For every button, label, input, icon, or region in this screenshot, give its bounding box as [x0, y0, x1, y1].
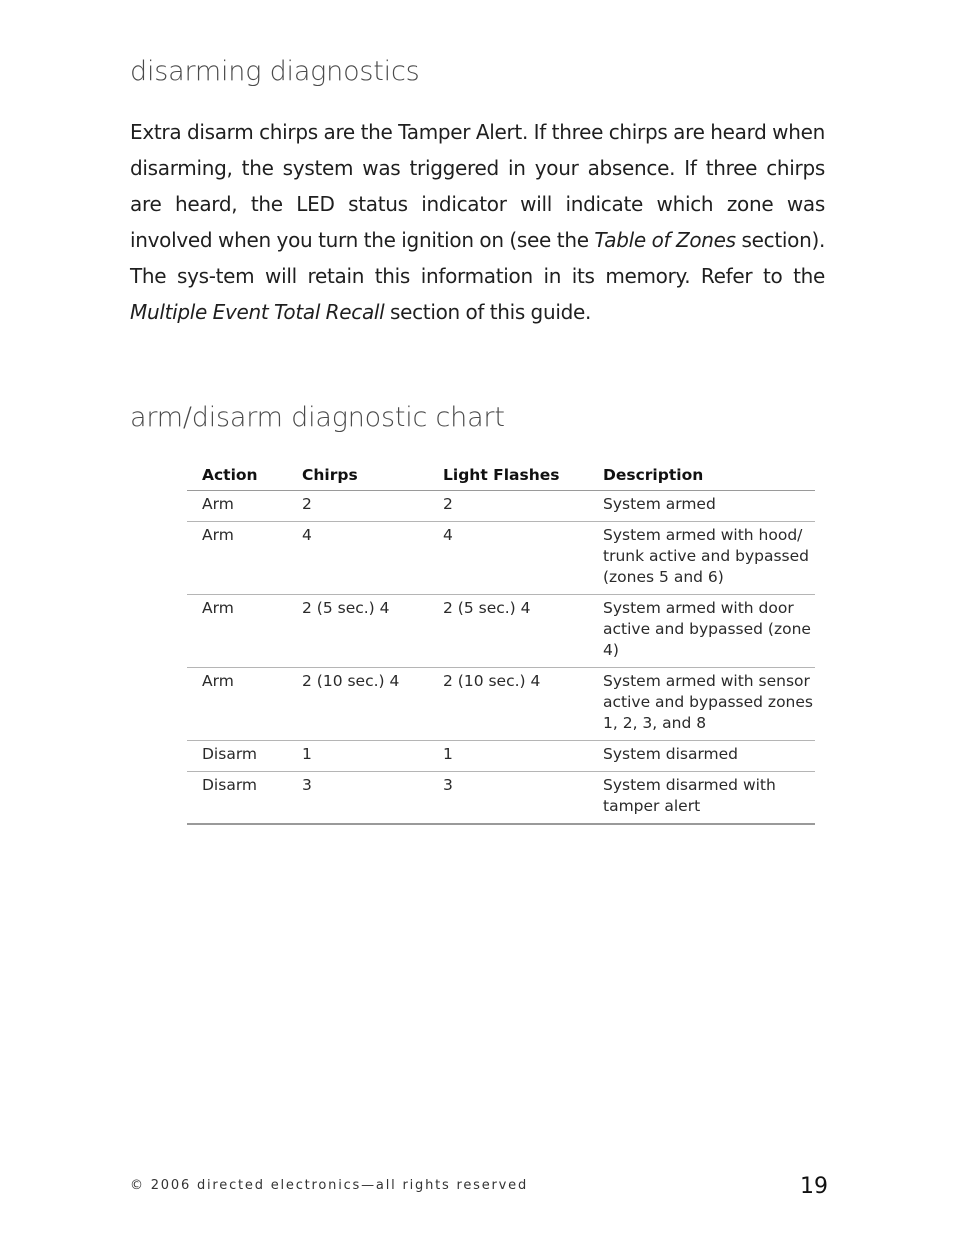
header-chirps: Chirps	[287, 462, 428, 491]
cell-chirps: 3	[287, 772, 428, 825]
cell-description: System armed with sensor active and bypassed zones 1, 2, 3, and 8	[588, 668, 815, 741]
table-of-zones-reference: Table of Zones	[594, 228, 736, 252]
multiple-event-total-recall-reference: Multiple Event Total Recall	[130, 300, 385, 324]
cell-description: System armed with door active and bypassed (zone 4)	[588, 595, 815, 668]
cell-light-flashes: 2	[428, 491, 588, 522]
copyright-footer: © 2006 directed electronics—all rights reserved	[130, 1178, 529, 1193]
paragraph-text-1: Extra disarm chirps are the Tamper Alert. If three chirps are heard when disarming, the system was triggered in your absence. If three chirps are heard, the LED status indicator will indicate which zone was involved when you turn the ignition on (see the	[130, 120, 825, 252]
section-title-diagnostic-chart: arm/disarm diagnostic chart	[130, 402, 505, 433]
table-row	[187, 595, 815, 668]
cell-chirps: 2 (10 sec.) 4	[287, 668, 428, 741]
paragraph-text-3: section of this guide.	[384, 300, 592, 324]
cell-chirps: 2	[287, 491, 428, 522]
table-header-row	[187, 462, 815, 491]
table-row	[187, 491, 815, 522]
cell-light-flashes: 3	[428, 772, 588, 825]
cell-action: Arm	[187, 595, 287, 668]
arm-disarm-diagnostic-table	[187, 462, 815, 825]
disarming-diagnostics-paragraph	[130, 114, 825, 330]
header-description: Description	[588, 462, 815, 491]
cell-action: Disarm	[187, 741, 287, 772]
cell-description: System armed	[588, 491, 815, 522]
cell-chirps: 1	[287, 741, 428, 772]
header-action: Action	[187, 462, 287, 491]
cell-light-flashes: 2 (5 sec.) 4	[428, 595, 588, 668]
cell-action: Arm	[187, 522, 287, 595]
cell-light-flashes: 4	[428, 522, 588, 595]
table-row	[187, 668, 815, 741]
cell-chirps: 4	[287, 522, 428, 595]
cell-light-flashes: 1	[428, 741, 588, 772]
cell-description: System armed with hood/ trunk active and bypassed (zones 5 and 6)	[588, 522, 815, 595]
cell-description: System disarmed	[588, 741, 815, 772]
page-number: 19	[800, 1174, 828, 1199]
header-light-flashes: Light Flashes	[428, 462, 588, 491]
table-row	[187, 741, 815, 772]
cell-action: Arm	[187, 491, 287, 522]
table-row	[187, 772, 815, 825]
table-row	[187, 522, 815, 595]
cell-light-flashes: 2 (10 sec.) 4	[428, 668, 588, 741]
paragraph-text-2: section). The sys-tem will retain this information in its memory. Refer to the	[130, 228, 825, 288]
section-title-disarming-diagnostics: disarming diagnostics	[130, 56, 420, 87]
cell-action: Disarm	[187, 772, 287, 825]
cell-action: Arm	[187, 668, 287, 741]
cell-chirps: 2 (5 sec.) 4	[287, 595, 428, 668]
cell-description: System disarmed with tamper alert	[588, 772, 815, 825]
